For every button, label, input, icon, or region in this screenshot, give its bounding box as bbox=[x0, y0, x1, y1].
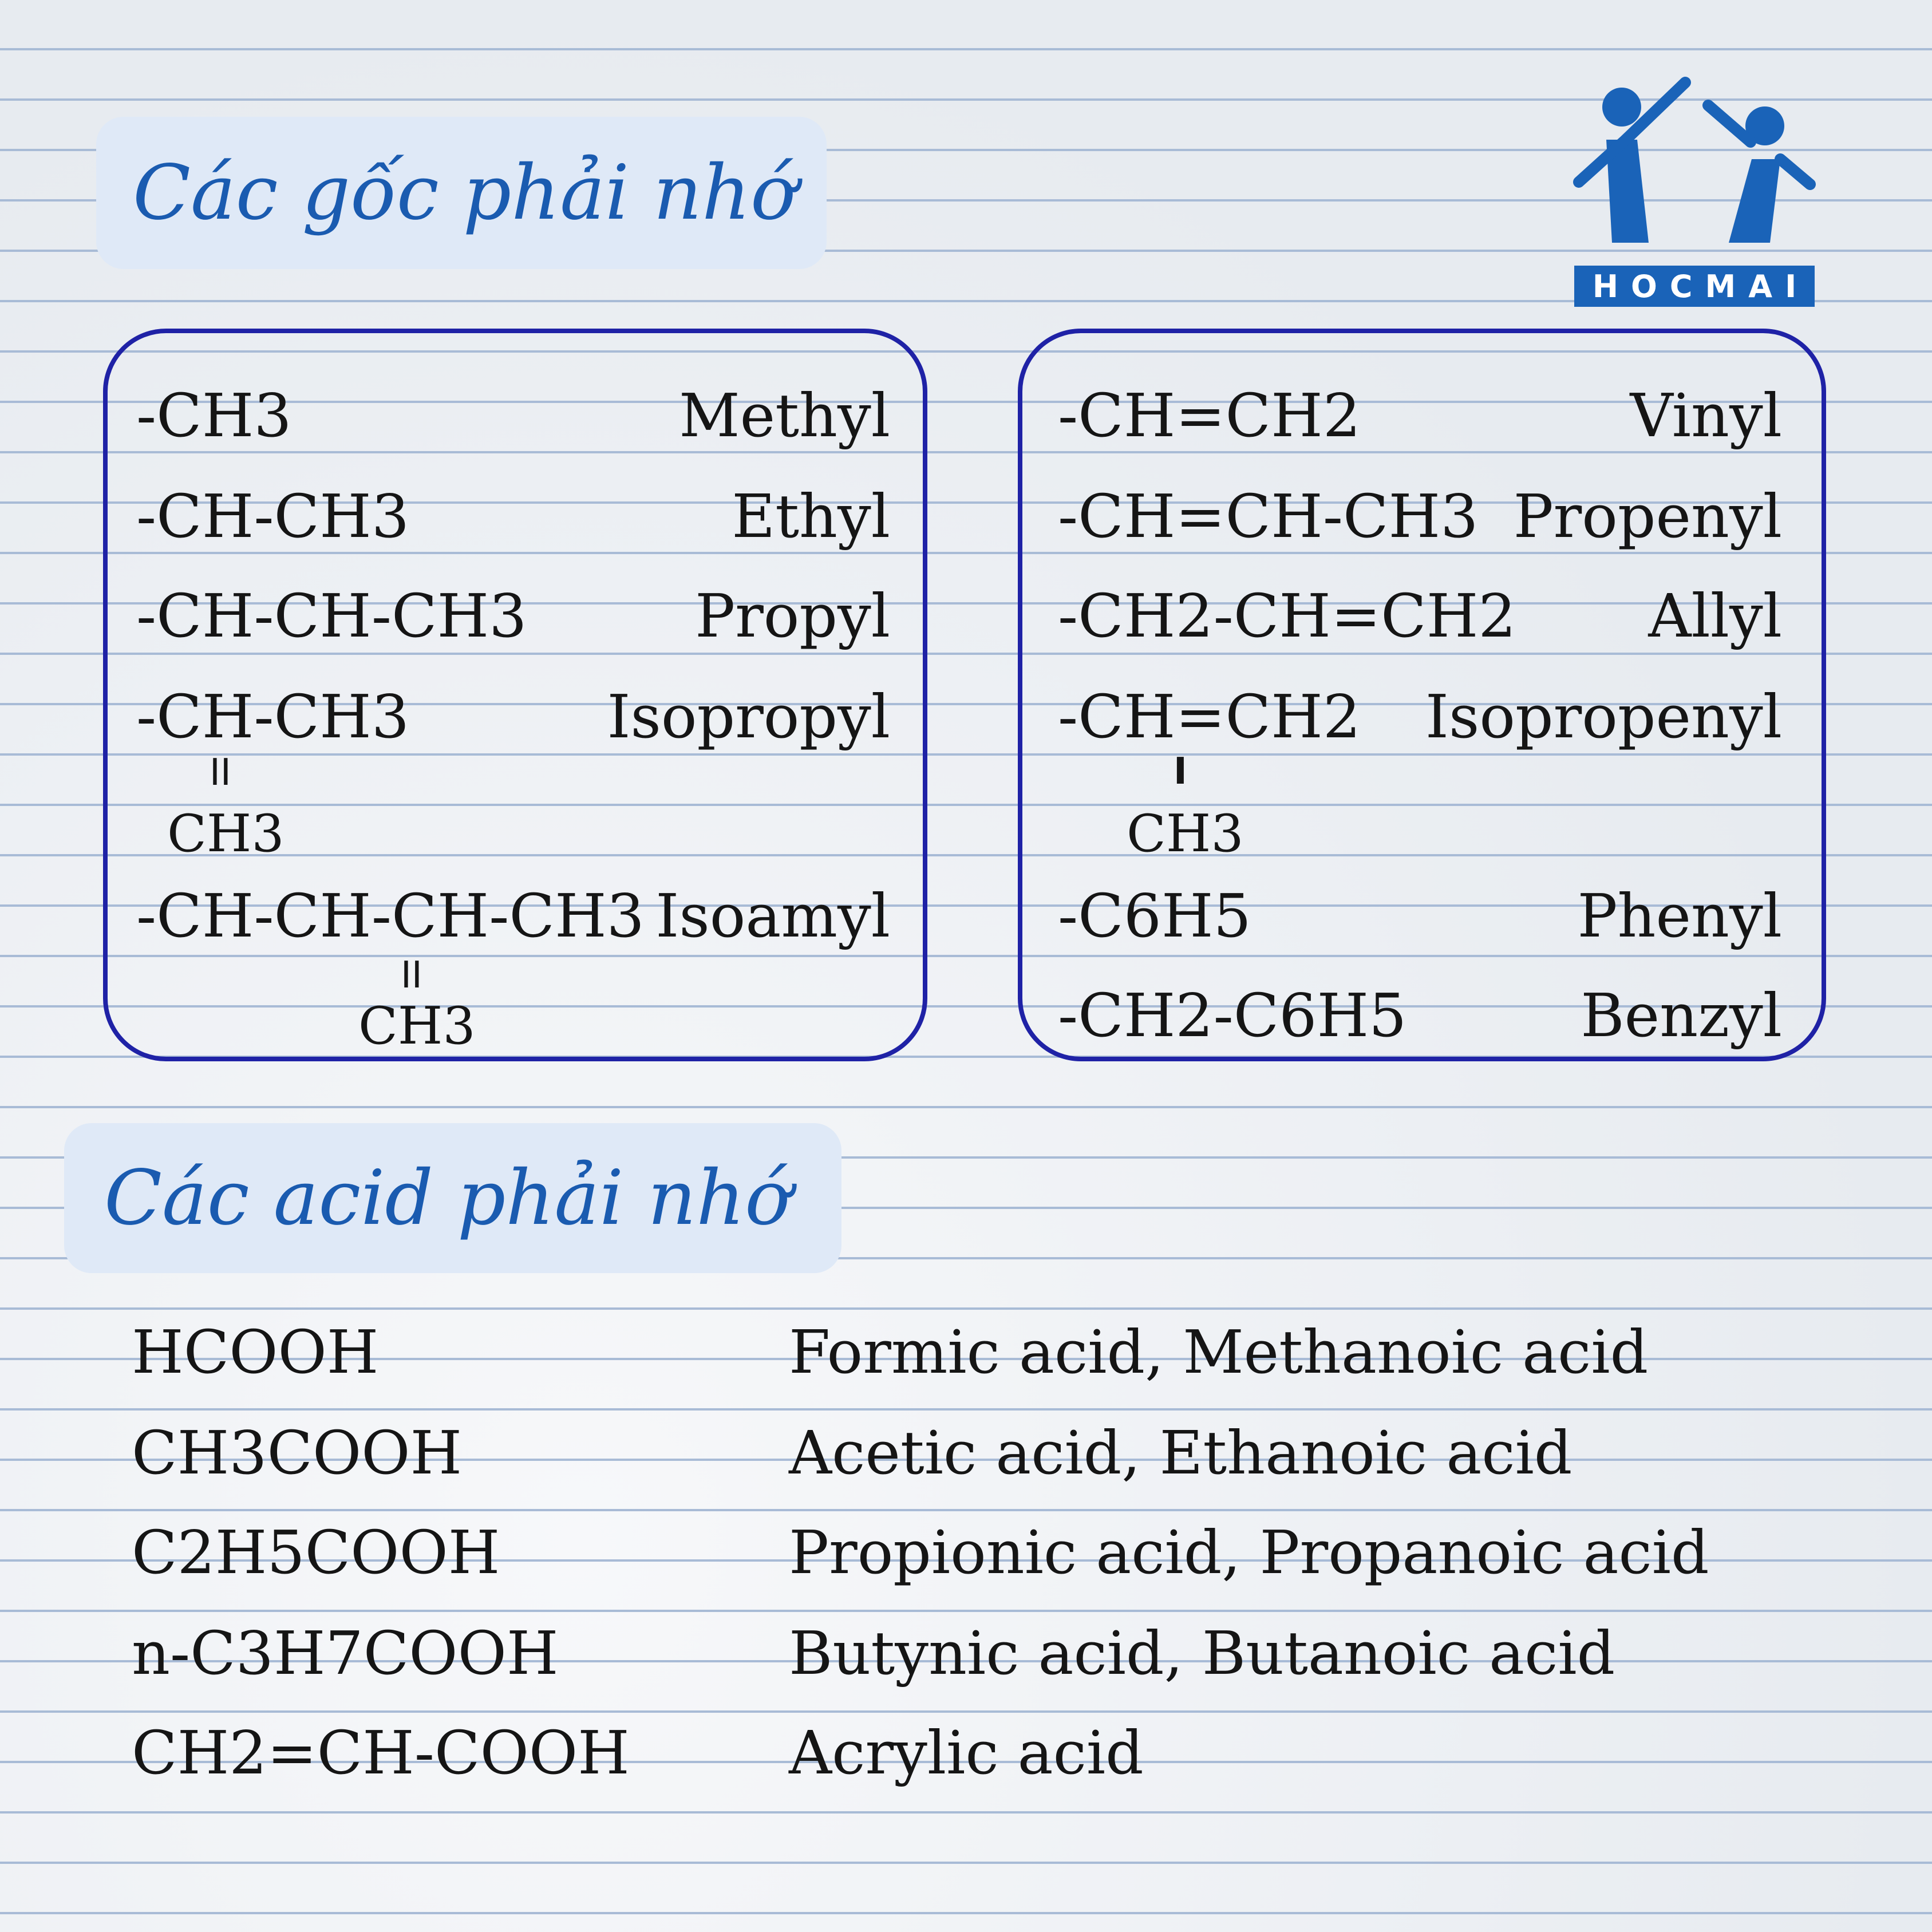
acid-formula: CH3COOH bbox=[132, 1418, 463, 1488]
radical-formula: -CH3 bbox=[136, 381, 292, 451]
radical-formula: -CH2-C6H5 bbox=[1058, 981, 1407, 1050]
acid-formula: C2H5COOH bbox=[132, 1518, 500, 1587]
branch-group: CH3 bbox=[167, 804, 285, 864]
radical-formula: -CH2-CH=CH2 bbox=[1058, 581, 1516, 651]
acids-list bbox=[132, 1317, 1792, 1815]
acid-name: Acetic acid, Ethanoic acid bbox=[789, 1418, 1573, 1488]
radical-formula: -CH=CH-CH3 bbox=[1058, 481, 1479, 551]
acid-name: Acrylic acid bbox=[789, 1718, 1144, 1788]
acid-name: Propionic acid, Propanoic acid bbox=[789, 1518, 1709, 1587]
branch-group: CH3 bbox=[1127, 804, 1244, 864]
acid-formula: n-C3H7COOH bbox=[132, 1618, 559, 1688]
radicals-heading bbox=[96, 117, 827, 269]
radical-formula: -C6H5 bbox=[1058, 881, 1251, 951]
acid-row bbox=[132, 1317, 1792, 1391]
radical-formula: -CH-CH-CH3 bbox=[136, 581, 527, 651]
single-bond-mark: I bbox=[1174, 750, 1187, 793]
radical-formula: -CH=CH2 bbox=[1058, 682, 1361, 752]
hocmai-logo bbox=[1573, 76, 1817, 308]
radical-name: Benzyl bbox=[1581, 981, 1782, 1050]
acid-row bbox=[132, 1618, 1792, 1692]
acids-heading-text: Các acid phải nhớ bbox=[104, 1154, 791, 1242]
radical-name: Propyl bbox=[695, 581, 890, 651]
radical-formula: -CH=CH2 bbox=[1058, 381, 1361, 451]
radical-name: Phenyl bbox=[1577, 881, 1782, 951]
acid-name: Formic acid, Methanoic acid bbox=[789, 1317, 1649, 1387]
radical-name: Isopropenyl bbox=[1425, 682, 1782, 752]
radical-name: Propenyl bbox=[1513, 481, 1782, 551]
acid-row bbox=[132, 1418, 1792, 1492]
two-people-house-icon bbox=[1573, 76, 1817, 264]
radical-formula: -CH-CH-CH-CH3 bbox=[136, 881, 645, 951]
acid-name: Butynic acid, Butanoic acid bbox=[789, 1618, 1615, 1688]
radical-name: Ethyl bbox=[732, 481, 890, 551]
radical-name: Isoamyl bbox=[655, 881, 890, 951]
radical-formula: -CH-CH3 bbox=[136, 481, 409, 551]
radical-name: Isopropyl bbox=[607, 682, 890, 752]
acid-row bbox=[132, 1518, 1792, 1591]
radical-name: Vinyl bbox=[1630, 381, 1782, 451]
double-bond-mark: II bbox=[210, 752, 231, 794]
radical-name: Allyl bbox=[1648, 581, 1782, 651]
acid-formula: HCOOH bbox=[132, 1317, 379, 1387]
acid-formula: CH2=CH-COOH bbox=[132, 1718, 630, 1788]
branch-group: CH3 bbox=[358, 996, 476, 1056]
radical-formula: -CH-CH3 bbox=[136, 682, 409, 752]
acids-heading bbox=[64, 1123, 841, 1273]
double-bond-mark: II bbox=[401, 954, 422, 997]
logo-label: HOCMAI bbox=[1574, 266, 1815, 307]
radicals-heading-text: Các gốc phải nhớ bbox=[133, 149, 796, 237]
radical-name: Methyl bbox=[679, 381, 890, 451]
acid-row bbox=[132, 1718, 1792, 1792]
